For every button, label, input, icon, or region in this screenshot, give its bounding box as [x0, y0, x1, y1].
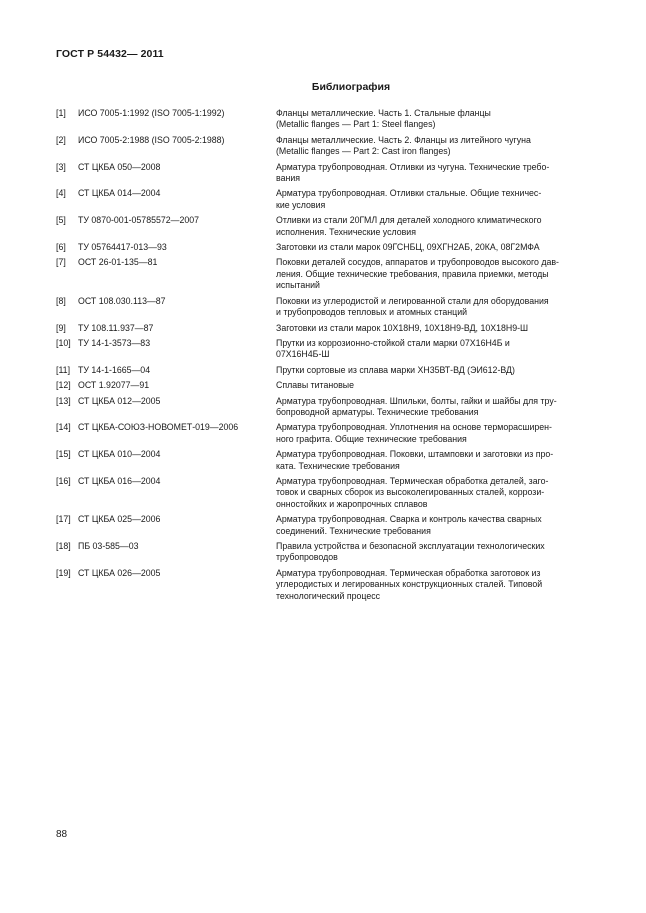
entry-description [276, 338, 592, 361]
bibliography-entry [56, 257, 592, 291]
entry-description-line: и трубопроводов тепловых и атомных станций [276, 307, 468, 318]
bibliography-entry [56, 338, 592, 361]
entry-description-line: кие условия [276, 199, 326, 210]
entry-number: [3] [56, 161, 66, 172]
entry-document-id: СТ ЦКБА 016—2004 [78, 475, 161, 486]
entry-description-line: ления. Общие технические требования, правила приемки, методы [276, 268, 549, 279]
entry-description [276, 135, 592, 158]
entry-number: [2] [56, 134, 66, 145]
bibliography-entry [56, 514, 592, 537]
bibliography-entry [56, 162, 592, 185]
entry-document-id: СТ ЦКБА-СОЮЗ-НОВОМЕТ-019—2006 [78, 422, 239, 433]
entry-document-id: СТ ЦКБА 025—2006 [78, 514, 161, 525]
entry-description [276, 449, 592, 472]
entry-number: [6] [56, 242, 66, 253]
entry-number: [4] [56, 188, 66, 199]
bibliography-entry [56, 568, 592, 602]
bibliography-entry [56, 396, 592, 419]
entry-description-line: (Metallic flanges — Part 1: Steel flanges) [276, 119, 436, 130]
entry-document-id: ТУ 05764417-013—93 [78, 242, 167, 253]
bibliography-entry [56, 323, 592, 334]
entry-description [276, 162, 592, 185]
entry-description-line: Арматура трубопроводная. Отливки из чугуна. Технические требо- [276, 161, 550, 172]
entry-number: [5] [56, 215, 66, 226]
entry-description [276, 514, 592, 537]
entry-description [276, 541, 592, 564]
entry-document-id: СТ ЦКБА 014—2004 [78, 188, 161, 199]
entry-description [276, 422, 592, 445]
entry-number: [15] [56, 449, 71, 460]
entry-description [276, 380, 592, 391]
entry-description-line: онностойких и жаропрочных сплавов [276, 498, 428, 509]
entry-number: [16] [56, 475, 71, 486]
entry-description [276, 188, 592, 211]
bibliography-entry [56, 108, 592, 131]
bibliography-entry [56, 242, 592, 253]
entry-description-line: Фланцы металлические. Часть 2. Фланцы из литейного чугуна [276, 134, 531, 145]
entry-number: [11] [56, 364, 71, 375]
bibliography-entry [56, 215, 592, 238]
entry-document-id: ОСТ 26-01-135—81 [78, 257, 158, 268]
entry-description-line: испытаний [276, 280, 320, 291]
bibliography-entry [56, 135, 592, 158]
bibliography-entry [56, 188, 592, 211]
entry-description-line: Фланцы металлические. Часть 1. Стальные фланцы [276, 108, 491, 118]
entry-number: [14] [56, 422, 71, 433]
entry-description-line: Арматура трубопроводная. Поковки, штамповки и заготовки из про- [276, 449, 554, 460]
entry-number: [13] [56, 395, 71, 406]
entry-document-id: ОСТ 108.030.113—87 [78, 295, 166, 306]
entry-document-id: ПБ 03-585—03 [78, 541, 139, 551]
entry-number: [18] [56, 541, 71, 551]
bibliography-entry [56, 449, 592, 472]
entry-document-id: СТ ЦКБА 026—2005 [78, 567, 161, 578]
entry-document-id: ОСТ 1.92077—91 [78, 380, 150, 391]
entry-description-line: соединений. Технические требования [276, 525, 431, 536]
entry-document-id: ТУ 14-1-1665—04 [78, 364, 151, 375]
entry-description-line: углеродистых и легированных конструкционных сталей. Типовой [276, 579, 543, 590]
entry-description-line: технологический процесс [276, 590, 381, 601]
entry-document-id: ТУ 0870-001-05785572—2007 [78, 215, 200, 226]
entry-description-line: Заготовки из стали марок 10Х18Н9, 10Х18Н9-ВД, 10Х18Н9-Ш [276, 322, 529, 333]
entry-description-line: Арматура трубопроводная. Уплотнения на основе терморасширен- [276, 422, 552, 433]
entry-description [276, 108, 592, 131]
entry-document-id: СТ ЦКБА 010—2004 [78, 449, 161, 460]
entry-document-id: СТ ЦКБА 050—2008 [78, 161, 161, 172]
entry-description-line: Правила устройства и безопасной эксплуатации технологических [276, 541, 545, 551]
entry-description-line: исполнения. Технические условия [276, 226, 416, 237]
entry-description [276, 396, 592, 419]
entry-description-line: 07Х16Н4Б-Ш [276, 349, 330, 360]
entry-description-line: Арматура трубопроводная. Шпильки, болты, гайки и шайбы для тру- [276, 395, 557, 406]
entry-description [276, 257, 592, 291]
entry-description-line: ного графита. Общие технические требования [276, 433, 467, 444]
entry-description-line: Арматура трубопроводная. Термическая обработка деталей, заго- [276, 475, 549, 486]
entry-number: [8] [56, 295, 66, 306]
entry-description-line: Сплавы титановые [276, 380, 354, 391]
entry-description-line: Поковки деталей сосудов, аппаратов и трубопроводов высокого дав- [276, 257, 559, 268]
bibliography-entry [56, 422, 592, 445]
entry-number: [9] [56, 322, 66, 333]
bibliography-title: Библиография [311, 81, 391, 93]
entry-number: [7] [56, 257, 66, 268]
entry-document-id: ТУ 14-1-3573—83 [78, 337, 151, 348]
bibliography-entry [56, 380, 592, 391]
entry-number: [19] [56, 567, 71, 578]
entry-description-line: Арматура трубопроводная. Термическая обработка заготовок из [276, 567, 541, 578]
entry-description-line: бопроводной арматуры. Технические требования [276, 406, 479, 417]
entry-description-line: Прутки из коррозионно-стойкой стали марки 07Х16Н4Б и [276, 337, 510, 348]
bibliography-entry [56, 365, 592, 376]
entry-document-id: ИСО 7005-2:1988 (ISO 7005-2:1988) [78, 134, 225, 145]
bibliography-list [56, 108, 592, 606]
document-header: ГОСТ Р 54432— 2011 [56, 48, 164, 60]
entry-description [276, 215, 592, 238]
entry-description [276, 242, 592, 253]
entry-description [276, 476, 592, 510]
entry-description-line: Прутки сортовые из сплава марки ХН35ВТ-ВД (ЭИ612-ВД) [276, 364, 515, 375]
page-number: 88 [56, 829, 68, 840]
entry-description-line: Поковки из углеродистой и легированной стали для оборудования [276, 295, 549, 306]
entry-description-line: Заготовки из стали марок 09ГСНБЦ, 09ХГН2АБ, 20КА, 08Г2МФА [276, 242, 540, 253]
entry-description-line: трубопроводов [276, 552, 338, 563]
entry-description-line: вания [276, 173, 301, 184]
entry-description-line: товок и сварных сборок из высоколегированных сталей, коррози- [276, 487, 545, 498]
entry-document-id: ИСО 7005-1:1992 (ISO 7005-1:1992) [78, 108, 225, 118]
entry-description-line: Арматура трубопроводная. Сварка и контроль качества сварных [276, 514, 542, 525]
entry-description-line: Арматура трубопроводная. Отливки стальные. Общие техничес- [276, 188, 542, 199]
entry-description-line: ката. Технические требования [276, 460, 400, 471]
bibliography-entry [56, 296, 592, 319]
bibliography-entry [56, 476, 592, 510]
entry-description-line: Отливки из стали 20ГМЛ для деталей холодного климатического [276, 215, 542, 226]
entry-description [276, 365, 592, 376]
entry-description [276, 323, 592, 334]
entry-document-id: ТУ 108.11.937—87 [78, 322, 154, 333]
entry-number: [1] [56, 108, 66, 118]
entry-description [276, 296, 592, 319]
entry-number: [12] [56, 380, 71, 391]
bibliography-entry [56, 541, 592, 564]
entry-description [276, 568, 592, 602]
entry-number: [17] [56, 514, 71, 525]
entry-description-line: (Metallic flanges — Part 2: Cast iron flanges) [276, 146, 451, 157]
entry-document-id: СТ ЦКБА 012—2005 [78, 395, 161, 406]
entry-number: [10] [56, 337, 71, 348]
